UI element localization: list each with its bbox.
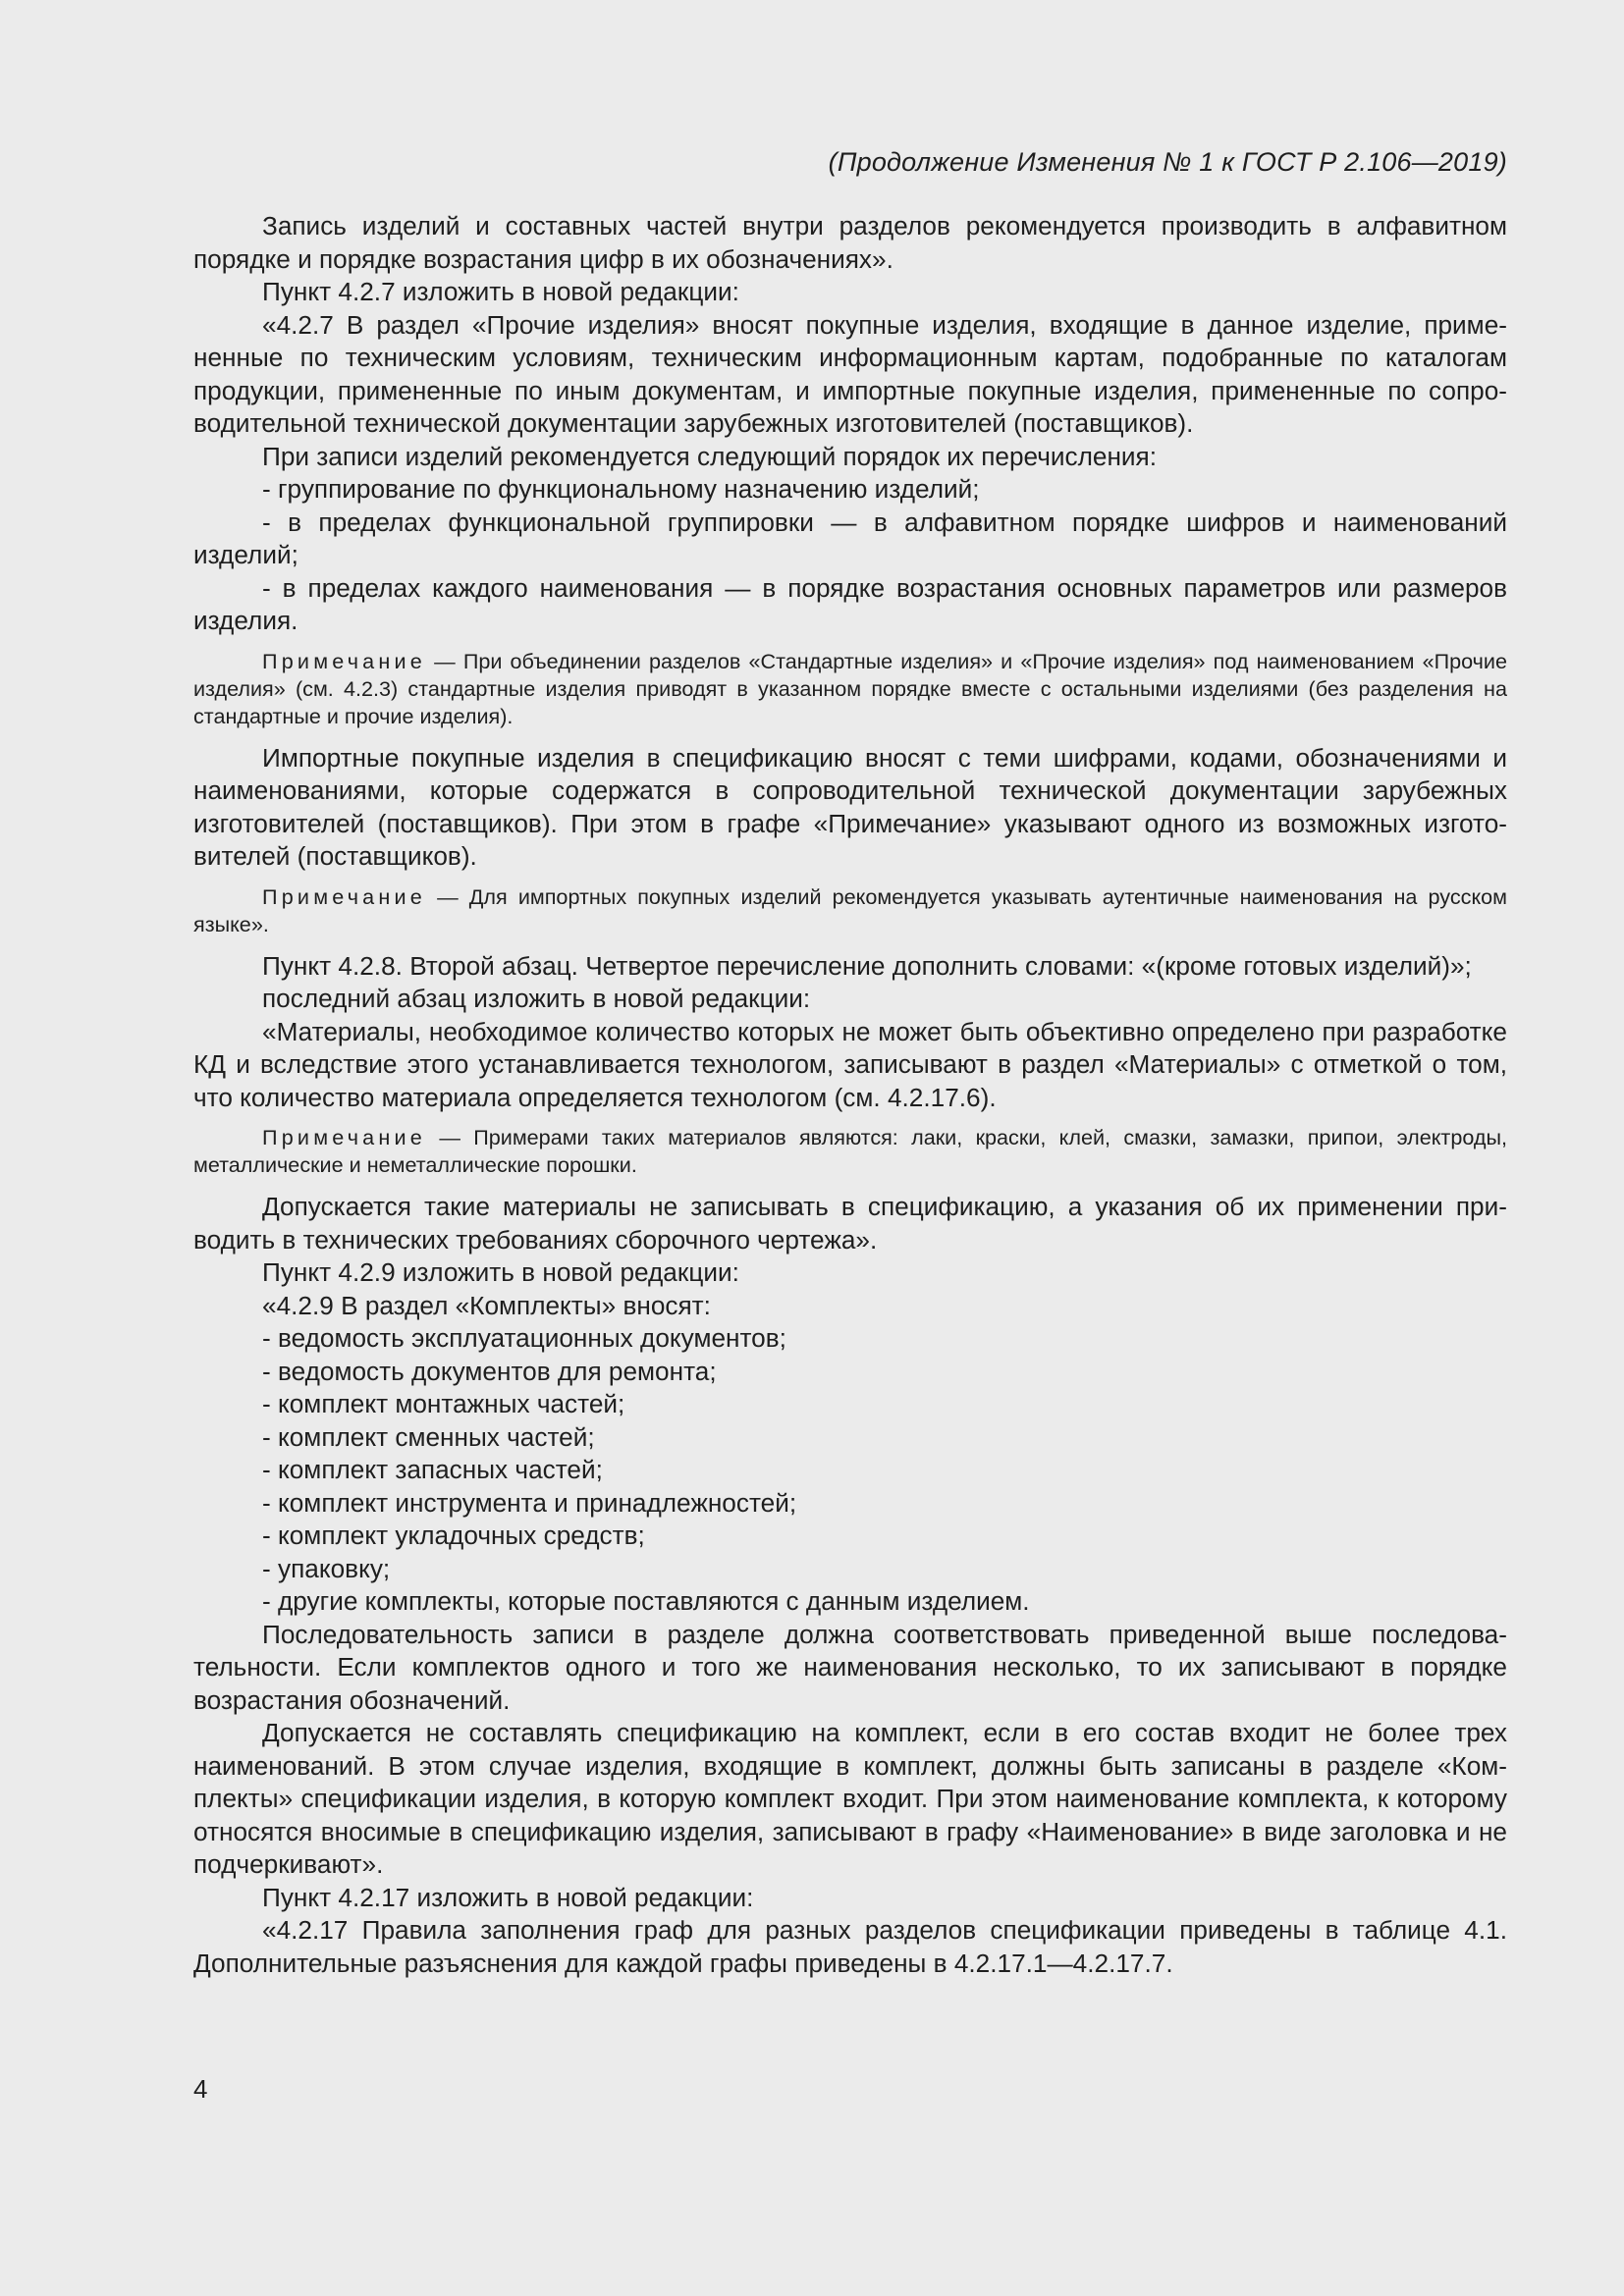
note-label: Примечание <box>262 883 426 909</box>
note <box>193 648 1507 730</box>
note-text: — Для импортных покупных изделий рекомендуется указывать аутентичные наименования на русском языке». <box>193 883 1507 936</box>
paragraph: «4.2.7 В раздел «Прочие изделия» вносят покупные изделия, входящие в данное изделие, примененные по техническим условиям, техническим информационным картам, подобранные по каталогам продукции, примененные по иным документам, и импортные покупные изделия, примененные по сопроводительной технической документации зарубежных изготовителей (поставщиков). <box>193 309 1507 438</box>
list-item: - группирование по функциональному назначению изделий; <box>262 474 980 504</box>
kit-list-item: - комплект сменных частей; <box>262 1421 595 1452</box>
paragraph: Пункт 4.2.8. Второй абзац. Четвертое перечисление дополнить словами: «(кроме готовых изделий)»; <box>262 950 1472 981</box>
paragraph: При записи изделий рекомендуется следующий порядок их перечисления: <box>262 441 1157 471</box>
paragraph: Допускается не составлять спецификацию на комплект, если в его состав входит не более трех наименований. В этом случае изделия, входящие в комплект, должны быть записаны в разделе «Комплекты» спецификации изделия, в которую комплект входит. При этом наименование комплекта, к которому относятся вносимые в спецификацию изделия, записывают в графу «Наименование» в виде заголовка и не подчеркивают». <box>193 1718 1507 1879</box>
paragraph: «4.2.9 В раздел «Комплекты» вносят: <box>262 1290 711 1320</box>
kit-list-item: - ведомость эксплуатационных документов; <box>262 1323 786 1353</box>
body-text <box>193 210 1507 1980</box>
note-text: — Примерами таких материалов являются: лаки, краски, клей, смазки, замазки, припои, электроды, металлические и неметаллические порошки. <box>193 1125 1507 1177</box>
paragraph: Пункт 4.2.17 изложить в новой редакции: <box>262 1882 754 1912</box>
page-number: 4 <box>193 2074 208 2104</box>
kit-list-item: - комплект монтажных частей; <box>262 1389 625 1418</box>
document-page <box>193 0 1507 2296</box>
note-label: Примечание <box>262 1125 426 1149</box>
paragraph: Пункт 4.2.7 изложить в новой редакции: <box>262 277 739 306</box>
paragraph: «4.2.17 Правила заполнения граф для разных разделов спецификации приведены в таблице 4.1. Дополнительные разъяснения для каждой графы приведены в 4.2.17.1—4.2.17.7. <box>193 1915 1507 1978</box>
paragraph: последний абзац изложить в новой редакции: <box>262 984 811 1013</box>
kit-list-item: - комплект укладочных средств; <box>262 1521 645 1550</box>
kit-list-item: - комплект запасных частей; <box>262 1455 603 1484</box>
note-text: — При объединении разделов «Стандартные изделия» и «Прочие изделия» под наименованием «Прочие изделия» (см. 4.2.3) стандартные изделия приводят в указанном порядке вместе с остальными изделиями (без разделения на стандартные и прочие изделия). <box>193 648 1507 728</box>
list-item: - в пределах каждого наименования — в порядке возрастания основных параметров или размеров изделия. <box>193 572 1507 635</box>
page-header: (Продолжение Изменения № 1 к ГОСТ Р 2.106—2019) <box>828 147 1507 177</box>
kit-list-item: - комплект инструмента и принадлежностей; <box>262 1487 797 1518</box>
note <box>193 883 1507 938</box>
note-label: Примечание <box>262 648 426 673</box>
paragraph: Допускается такие материалы не записывать в спецификацию, а указания об их применении приводить в технических требованиях сборочного чертежа». <box>193 1192 1507 1255</box>
paragraph: «Материалы, необходимое количество которых не может быть объективно определено при разработке КД и вследствие этого устанавливается технологом, записывают в раздел «Материалы» с отметкой о том, что количество материала определяется технологом (см. 4.2.17.6). <box>193 1016 1507 1112</box>
kit-list-item: - ведомость документов для ремонта; <box>262 1356 717 1386</box>
paragraph: Последовательность записи в разделе должна соответствовать приведенной выше последовательности. Если комплектов одного и того же наименования несколько, то их записывают в порядке возрастания обозначений. <box>193 1619 1507 1715</box>
paragraph: Пункт 4.2.9 изложить в новой редакции: <box>262 1257 739 1287</box>
note <box>193 1124 1507 1179</box>
kit-list-item: - упаковку; <box>262 1553 391 1583</box>
list-item: - в пределах функциональной группировки — в алфавитном порядке шифров и наименований изделий; <box>193 507 1507 569</box>
kit-list-item: - другие комплекты, которые поставляются с данным изделием. <box>262 1586 1030 1616</box>
paragraph: Запись изделий и составных частей внутри разделов рекомендуется производить в алфавитном порядке и порядке возрастания цифр в их обозначениях». <box>193 211 1507 274</box>
paragraph: Импортные покупные изделия в спецификацию вносят с теми шифрами, кодами, обозначениями и наименованиями, которые содержатся в сопроводительной технической документации зарубежных изготовителей (поставщиков). При этом в графе «Примечание» указывают одного из возможных изготовителей (поставщиков). <box>193 742 1507 871</box>
